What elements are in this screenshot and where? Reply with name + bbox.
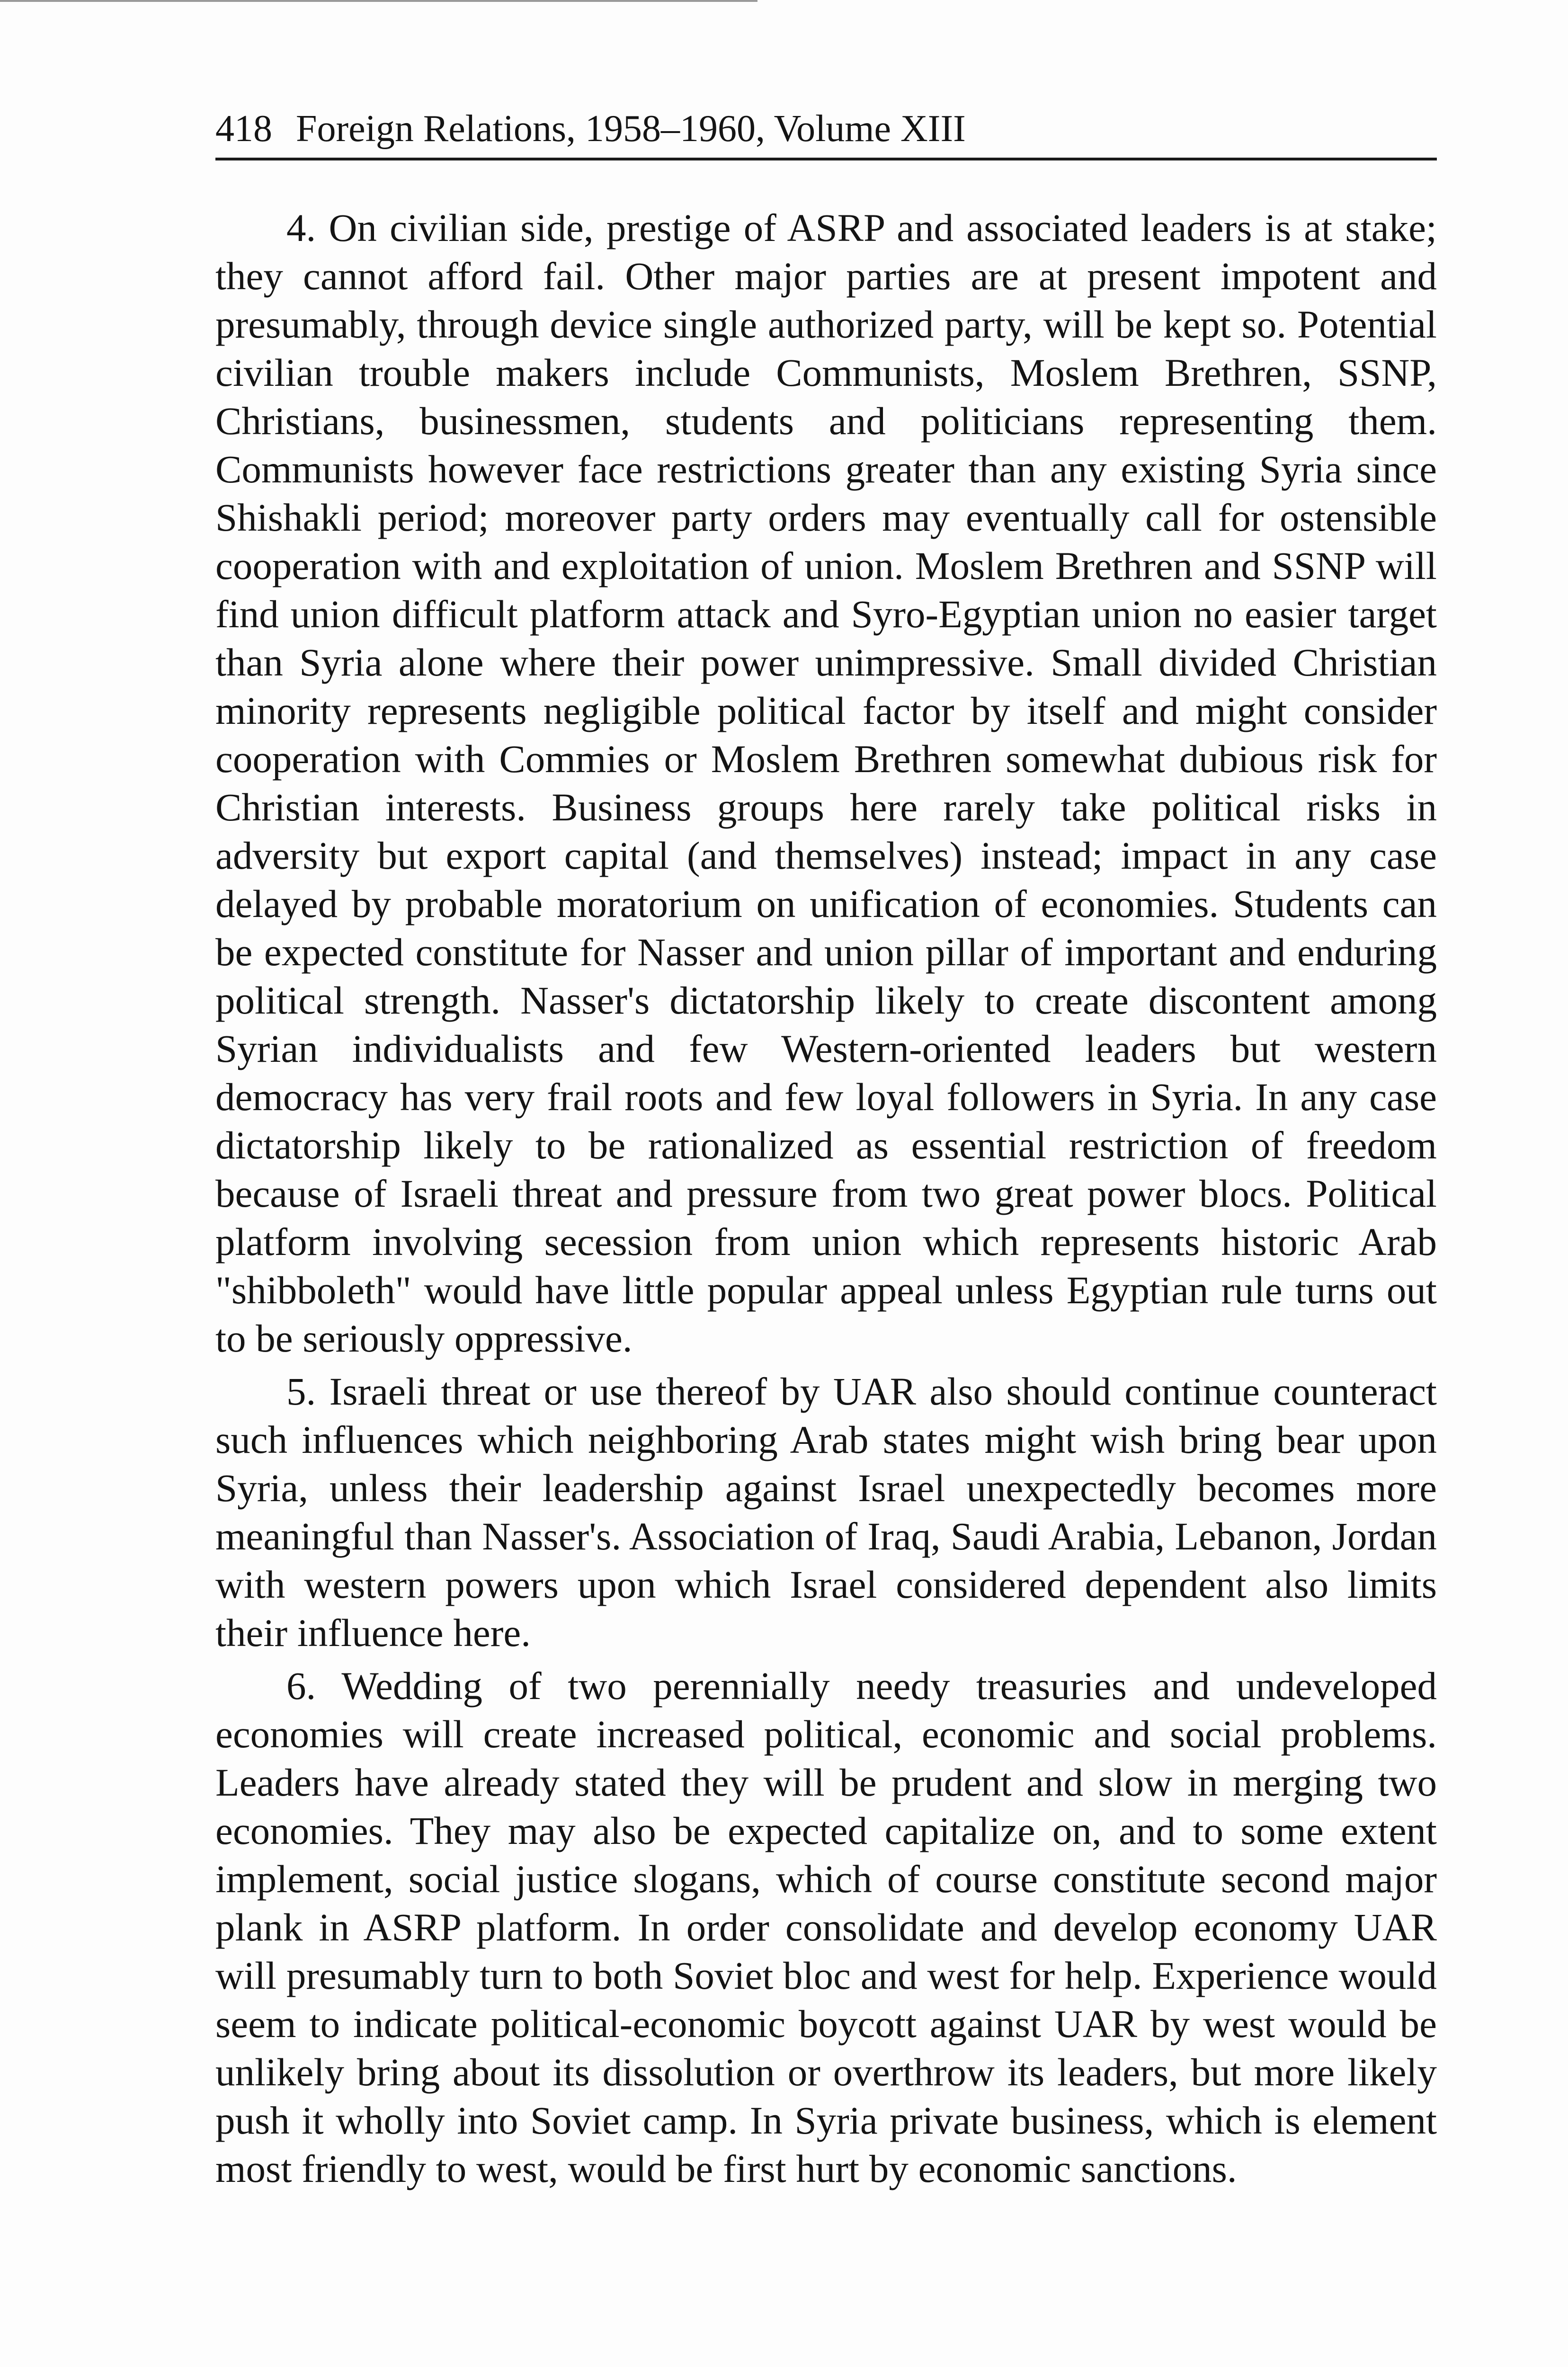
body-text <box>215 204 1437 2362</box>
running-title: Foreign Relations, 1958–1960, Volume XIII <box>296 108 966 150</box>
paragraph-4: 4. On civilian side, prestige of ASRP and associated leaders is at stake; they cannot afford fail. Other major parties are at present impotent and presumably, through device single authorized party, will be kept so. Potential civilian trouble makers include Communists, Moslem Brethren, SSNP, Christians, businessmen, students and politicians representing them. Communists however face restrictions greater than any existing Syria since Shishakli period; moreover party orders may eventually call for ostensible cooperation with and exploitation of union. Moslem Brethren and SSNP will find union difficult platform attack and Syro-Egyptian union no easier target than Syria alone where their power unimpressive. Small divided Christian minority represents negligible political factor by itself and might consider cooperation with Commies or Moslem Brethren somewhat dubious risk for Christian interests. Business groups here rarely take political risks in adversity but export capital (and themselves) instead; impact in any case delayed by probable moratorium on unification of economies. Students can be expected constitute for Nasser and union pillar of important and enduring political strength. Nasser's dictatorship likely to create discontent among Syrian individualists and few Western-oriented leaders but western democracy has very frail roots and few loyal followers in Syria. In any case dictatorship likely to be rationalized as essential restriction of freedom because of Israeli threat and pressure from two great power blocs. Political platform involving secession from union which represents historic Arab "shibboleth" would have little popular appeal unless Egyptian rule turns out to be seriously oppressive. <box>215 206 1437 1360</box>
paragraph-6: 6. Wedding of two perennially needy treasuries and undeveloped economies will create increased political, economic and social problems. Leaders have already stated they will be prudent and slow in merging two economies. They may also be expected capitalize on, and to some extent implement, social justice slogans, which of course constitute second major plank in ASRP platform. In order consolidate and develop economy UAR will presumably turn to both Soviet bloc and west for help. Experience would seem to indicate political-economic boycott against UAR by west would be unlikely bring about its dissolution or overthrow its leaders, but more likely push it wholly into Soviet camp. In Syria private business, which is element most friendly to west, would be first hurt by economic sanctions. <box>215 1664 1437 2190</box>
running-head <box>215 105 1437 152</box>
page-number: 418 <box>215 108 272 150</box>
scan-top-edge-rule <box>0 0 757 2</box>
paragraph-5: 5. Israeli threat or use thereof by UAR also should continue counteract such influences which neighboring Arab states might wish bring bear upon Syria, unless their leadership against Israel unexpectedly becomes more meaningful than Nasser's. Association of Iraq, Saudi Arabia, Lebanon, Jordan with western powers upon which Israel considered dependent also limits their influence here. <box>215 1370 1437 1655</box>
header-rule <box>215 158 1437 160</box>
